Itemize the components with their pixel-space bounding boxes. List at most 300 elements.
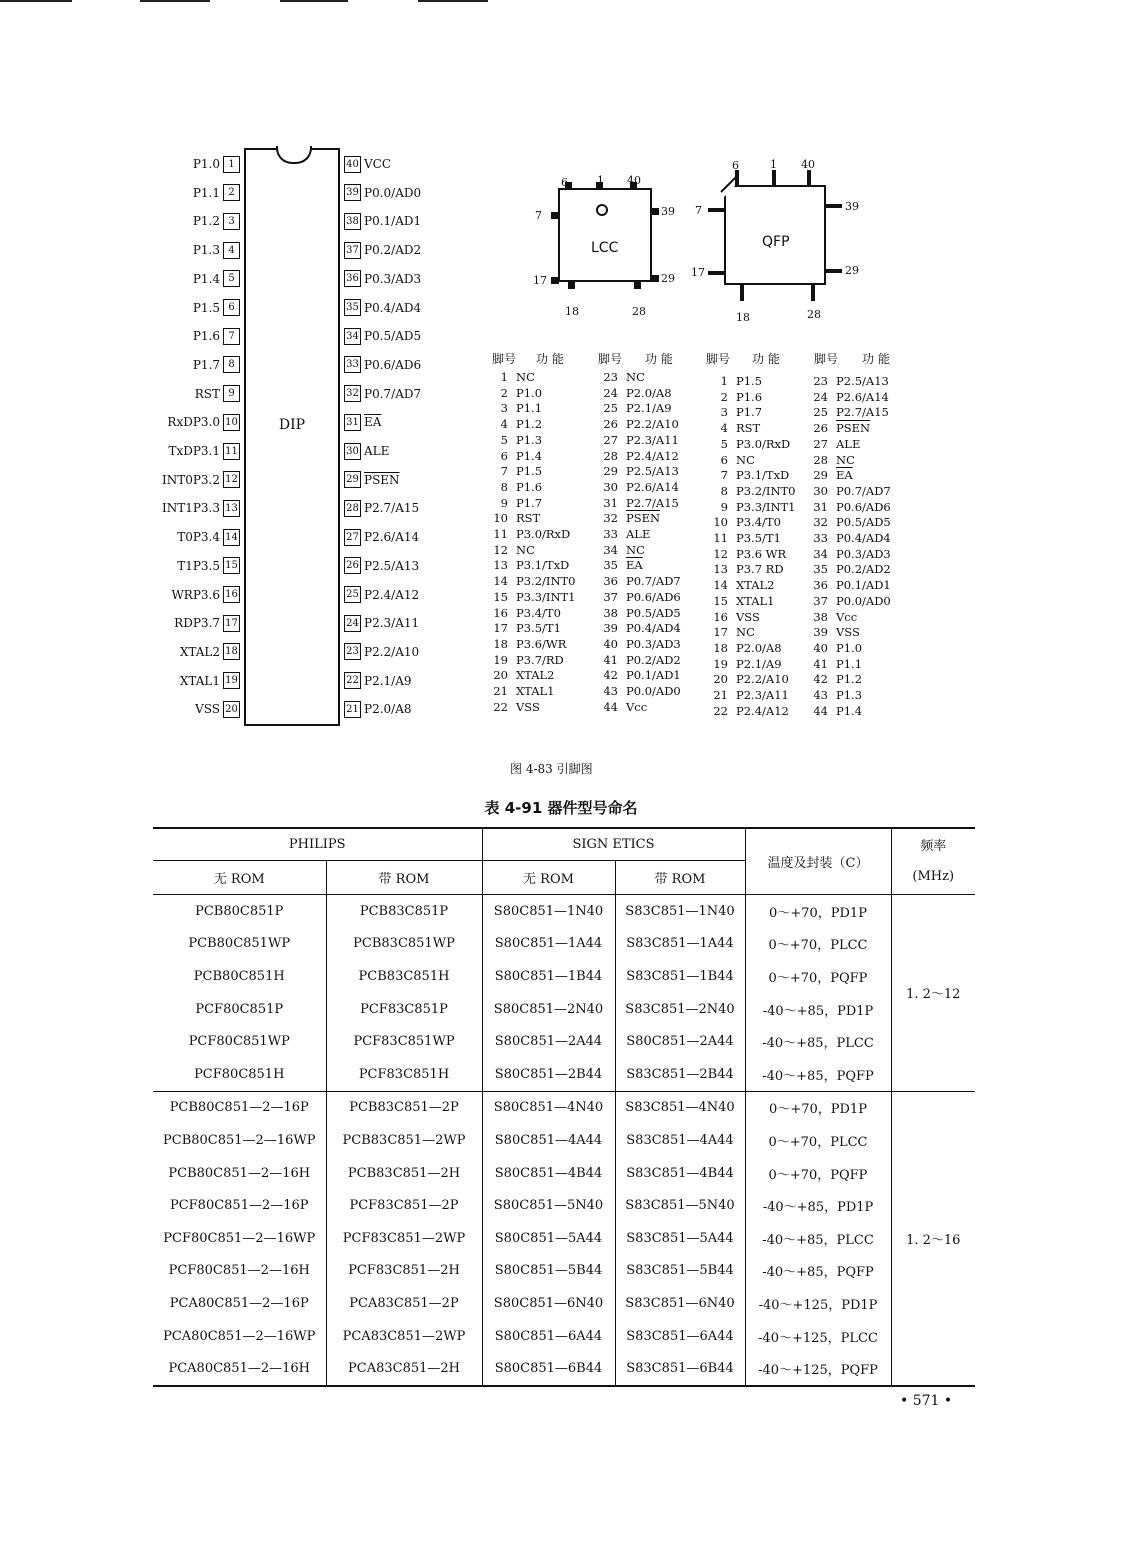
- function-row: [480, 370, 576, 386]
- function-pin-number: 27: [603, 432, 618, 447]
- function-row: [590, 637, 681, 653]
- table-cell: PCF80C851WP: [188, 1034, 290, 1050]
- table-cell: PCA83C851—2P: [326, 1287, 482, 1320]
- table-cell: S83C851—6A44: [615, 1320, 745, 1353]
- table-row: [153, 1025, 975, 1058]
- function-pin-number: 1: [500, 370, 508, 384]
- table-row: [153, 928, 975, 961]
- dip-pin-name: VSS: [195, 702, 220, 717]
- func-header-func-1: 功 能: [536, 352, 564, 366]
- function-row: [800, 641, 891, 657]
- function-name: P1.6: [736, 389, 763, 404]
- frequency-cell: 1. 2～16: [891, 1091, 975, 1386]
- function-pin-number: 24: [603, 385, 618, 400]
- function-name: P2.6/A14: [836, 389, 889, 404]
- table-cell: PCB80C851—2—16H: [168, 1165, 311, 1181]
- table-cell: S83C851—6N40: [615, 1287, 745, 1320]
- function-name: P1.2: [516, 417, 543, 432]
- qfp-pin-39: 39: [845, 200, 859, 213]
- dip-pin-number: 27: [344, 529, 361, 546]
- qfp-pin-7: 7: [695, 204, 702, 217]
- dip-pin-row: [112, 241, 240, 259]
- table-cell: -40～+85，PD1P: [745, 993, 891, 1026]
- function-name: P1.3: [836, 688, 863, 703]
- function-pin-number: 42: [603, 668, 618, 683]
- dip-pin-name: P0.6/AD6: [364, 357, 422, 372]
- table-cell: PCB80C851H: [193, 968, 285, 984]
- function-name: NC: [626, 542, 645, 557]
- dip-pin-name: INT0P3.2: [161, 472, 220, 487]
- table-cell: S83C851—2B44: [615, 1058, 745, 1091]
- dip-pin-row: [344, 614, 419, 632]
- header-signetics-no-rom: 无 ROM: [482, 861, 615, 895]
- dip-pin-name: ALE: [364, 444, 390, 458]
- table-cell: PCB80C851P: [195, 903, 284, 919]
- function-name: P1.3: [516, 432, 543, 447]
- dip-pin-number: 1: [223, 156, 240, 173]
- function-name: P0.0/AD0: [626, 684, 681, 699]
- function-row: [480, 653, 576, 669]
- function-pin-number: 40: [813, 640, 828, 655]
- function-name: P3.0/RxD: [516, 527, 571, 542]
- dip-pin-name: P2.6/A14: [364, 530, 420, 545]
- function-pin-number: 30: [603, 479, 618, 494]
- function-name: VSS: [836, 625, 860, 640]
- table-cell: PCB83C851P: [326, 895, 482, 928]
- dip-pin-row: [112, 499, 240, 517]
- qfp-lead: [740, 284, 744, 301]
- function-row: [700, 468, 796, 484]
- table-row: [153, 1157, 975, 1190]
- function-name: P2.4/A12: [626, 448, 679, 463]
- function-name: P3.5/T1: [516, 621, 561, 636]
- function-pin-number: 14: [713, 578, 728, 593]
- qfp-pin-40: 40: [801, 158, 815, 171]
- function-pin-number: 23: [603, 370, 618, 384]
- function-row: [480, 433, 576, 449]
- dip-pin-number: 4: [223, 242, 240, 259]
- function-pin-number: 26: [813, 421, 828, 436]
- dip-pin-name: INT1P3.3: [161, 501, 220, 516]
- function-name: RST: [516, 511, 541, 526]
- function-row: [480, 621, 576, 637]
- dip-pin-number: 17: [223, 615, 240, 632]
- function-name: P3.3/INT1: [736, 499, 796, 514]
- function-name: P3.6/WR: [516, 636, 567, 651]
- dip-pin-name: P2.1/A9: [364, 673, 412, 688]
- function-name: P0.7/AD7: [836, 483, 891, 498]
- dip-pin-name: P0.2/AD2: [364, 243, 422, 258]
- table-cell: PCA80C851—2—16WP: [163, 1328, 316, 1344]
- function-name: P0.2/AD2: [836, 562, 891, 577]
- function-pin-number: 32: [603, 511, 618, 526]
- dip-pin-row: [112, 557, 240, 575]
- function-row: [700, 578, 796, 594]
- function-name: P3.4/T0: [516, 605, 561, 620]
- function-pin-number: 28: [813, 452, 828, 467]
- table-cell: PCB83C851—2WP: [326, 1124, 482, 1157]
- dip-pin-name: P2.0/A8: [364, 702, 412, 717]
- qfp-lead: [825, 204, 842, 208]
- dip-pin-name: P1.6: [192, 329, 220, 344]
- dip-pin-name: P2.5/A13: [364, 558, 420, 573]
- function-name: P1.4: [836, 703, 863, 718]
- function-name: P2.6/A14: [626, 479, 679, 494]
- dip-pin-row: [112, 442, 240, 460]
- function-name: NC: [516, 542, 535, 557]
- function-row: [800, 421, 891, 437]
- lcc-pin-1: 1: [597, 174, 604, 187]
- dip-pin-row: [344, 442, 389, 460]
- table-cell: S80C851—4B44: [482, 1157, 615, 1190]
- function-pin-number: 5: [720, 436, 728, 451]
- func-header-pin-4: 脚号: [814, 352, 839, 366]
- header-temp-package: 温度及封装（C）: [745, 828, 891, 895]
- function-name: P2.3/A11: [626, 432, 679, 447]
- dip-pin-row: [344, 471, 400, 489]
- function-row: [590, 370, 681, 386]
- function-name: RST: [736, 421, 761, 436]
- table-cell: S83C851—2N40: [615, 993, 745, 1026]
- function-pin-number: 15: [713, 593, 728, 608]
- table-cell: PCF83C851—2WP: [326, 1222, 482, 1255]
- table-row: [153, 1124, 975, 1157]
- function-row: [800, 374, 891, 390]
- function-pin-number: 32: [813, 515, 828, 530]
- function-name: P0.5/AD5: [626, 605, 681, 620]
- function-pin-number: 44: [813, 703, 828, 718]
- function-row: [590, 527, 681, 543]
- table-cell: S83C851—5A44: [615, 1222, 745, 1255]
- lcc-pin-29: 29: [661, 272, 675, 285]
- dip-pin-name: XTAL2: [179, 644, 220, 659]
- dip-pin-number: 31: [344, 414, 361, 431]
- function-pin-number: 8: [720, 483, 728, 498]
- function-pin-number: 14: [493, 574, 508, 589]
- table-cell: PCA80C851—2—16P: [169, 1295, 309, 1311]
- function-name: P1.2: [836, 672, 863, 687]
- function-pin-number: 1: [720, 374, 728, 388]
- table-cell: PCF83C851—2P: [326, 1189, 482, 1222]
- dip-pin-row: [112, 672, 240, 690]
- lcc-pin-18: 18: [565, 305, 579, 318]
- function-name: XTAL1: [516, 684, 555, 699]
- dip-pin-row: [112, 299, 240, 317]
- dip-pin-row: [344, 643, 419, 661]
- function-row: [590, 480, 681, 496]
- function-pin-number: 8: [500, 479, 508, 494]
- function-row: [800, 625, 891, 641]
- dip-pin-row: [344, 184, 421, 202]
- function-pin-number: 7: [500, 464, 508, 479]
- function-pin-number: 11: [493, 527, 508, 542]
- function-name: P2.7/A15: [836, 405, 889, 420]
- dip-pin-name: P2.2/A10: [364, 644, 420, 659]
- qfp-label: QFP: [762, 234, 790, 250]
- function-name: NC: [836, 452, 855, 467]
- dip-pin-name: P1.0: [192, 157, 220, 171]
- function-row: [700, 515, 796, 531]
- lcc-pin-6: 6: [561, 176, 568, 189]
- dip-pin-row: [344, 327, 421, 345]
- function-pin-number: 26: [603, 417, 618, 432]
- table-row: [153, 895, 975, 928]
- dip-pin-name: P2.4/A12: [364, 587, 420, 602]
- function-row: [480, 558, 576, 574]
- dip-pin-number: 20: [223, 701, 240, 718]
- function-pin-number: 34: [603, 542, 618, 557]
- function-pin-number: 10: [493, 511, 508, 526]
- function-pin-number: 25: [603, 401, 618, 416]
- table-cell: S80C851—4N40: [482, 1091, 615, 1124]
- function-pin-number: 31: [813, 499, 828, 514]
- function-name: P1.6: [516, 479, 543, 494]
- dip-pin-row: [344, 155, 391, 173]
- function-row: [480, 496, 576, 512]
- function-pin-number: 35: [603, 558, 618, 573]
- qfp-lead: [825, 269, 842, 273]
- function-name: P3.7/RD: [516, 652, 564, 667]
- function-name: P2.3/A11: [736, 688, 789, 703]
- header-signetics-with-rom: 带 ROM: [615, 861, 745, 895]
- table-cell: S83C851—4N40: [615, 1091, 745, 1124]
- function-pin-number: 9: [500, 495, 508, 510]
- table-cell: S80C851—6N40: [482, 1287, 615, 1320]
- group-2-rows: [153, 1091, 975, 1386]
- lcc-package-diagram: [530, 160, 690, 320]
- lcc-label: LCC: [591, 240, 619, 256]
- function-name: P3.7 RD: [736, 562, 784, 577]
- dip-pin-number: 40: [344, 156, 361, 173]
- function-name: VSS: [736, 609, 760, 624]
- dip-pinout-diagram: [0, 0, 480, 760]
- lcc-pin-39: 39: [661, 205, 675, 218]
- function-row: [480, 386, 576, 402]
- dip-pin-number: 29: [344, 471, 361, 488]
- function-name: P3.2/INT0: [516, 574, 576, 589]
- dip-pin-name: P0.4/AD4: [364, 300, 422, 315]
- function-row: [700, 688, 796, 704]
- function-row: [590, 574, 681, 590]
- dip-pin-number: 7: [223, 328, 240, 345]
- dip-pin-row: [112, 212, 240, 230]
- dip-pin-name: P0.7/AD7: [364, 386, 422, 401]
- function-name: P2.0/A8: [626, 385, 672, 400]
- dip-pin-name: P0.5/AD5: [364, 329, 422, 344]
- function-name: P0.1/AD1: [626, 668, 681, 683]
- table-cell: PCA83C851—2H: [326, 1352, 482, 1386]
- function-row: [800, 547, 891, 563]
- function-pin-number: 7: [720, 468, 728, 483]
- function-pin-number: 2: [720, 389, 728, 404]
- table-cell: PCB83C851—2H: [326, 1157, 482, 1190]
- lcc-pin-17: 17: [533, 274, 547, 287]
- qfp-lead: [807, 170, 811, 186]
- function-pin-number: 34: [813, 546, 828, 561]
- header-freq-label: 频率: [920, 838, 947, 854]
- table-row: [153, 1189, 975, 1222]
- function-row: [590, 417, 681, 433]
- function-row: [590, 543, 681, 559]
- function-name: P3.0/RxD: [736, 436, 791, 451]
- lcc-lead: [568, 281, 575, 289]
- table-cell: S83C851—1A44: [615, 928, 745, 961]
- function-pin-number: 43: [813, 688, 828, 703]
- dip-pin-row: [112, 413, 240, 431]
- table-cell: S83C851—5N40: [615, 1189, 745, 1222]
- dip-pin-number: 11: [223, 443, 240, 460]
- function-name: P3.4/T0: [736, 515, 781, 530]
- function-row: [700, 672, 796, 688]
- function-pin-number: 41: [603, 652, 618, 667]
- function-row: [590, 401, 681, 417]
- header-philips-no-rom: 无 ROM: [153, 861, 326, 895]
- function-pin-number: 15: [493, 589, 508, 604]
- function-pin-number: 13: [713, 562, 728, 577]
- dip-pin-name: VCC: [364, 157, 392, 171]
- function-row: [800, 688, 891, 704]
- lcc-lead: [634, 281, 641, 289]
- dip-pin-row: [112, 700, 240, 718]
- function-name: P0.4/AD4: [626, 621, 681, 636]
- function-pin-number: 31: [603, 495, 618, 510]
- qfp-pin-1: 1: [770, 158, 777, 171]
- function-row: [700, 594, 796, 610]
- dip-pin-number: 21: [344, 701, 361, 718]
- table-row: [153, 1222, 975, 1255]
- function-name: NC: [516, 370, 535, 384]
- table-cell: -40～+85，PLCC: [745, 1025, 891, 1058]
- table-cell: -40～+125，PQFP: [745, 1352, 891, 1386]
- table-cell: S80C851—4A44: [482, 1124, 615, 1157]
- function-row: [700, 390, 796, 406]
- function-name: P2.5/A13: [626, 464, 679, 479]
- qfp-lead: [772, 170, 776, 186]
- function-pin-number: 17: [713, 625, 728, 640]
- dip-pin-name: RDP3.7: [174, 616, 220, 631]
- dip-pin-name: RxDP3.0: [167, 415, 220, 430]
- function-pin-number: 5: [500, 432, 508, 447]
- dip-pin-row: [344, 413, 381, 431]
- function-row: [480, 543, 576, 559]
- function-name: P2.7/A15: [626, 495, 679, 510]
- function-name: P3.1/TxD: [516, 558, 570, 573]
- function-pin-number: 25: [813, 405, 828, 420]
- function-pin-number: 9: [720, 499, 728, 514]
- function-row: [590, 433, 681, 449]
- table-cell: PCB80C851—2—16P: [153, 1091, 326, 1124]
- function-row: [800, 500, 891, 516]
- function-pin-number: 21: [713, 688, 728, 703]
- lcc-pin-28: 28: [632, 305, 646, 318]
- function-row: [800, 657, 891, 673]
- function-row: [590, 590, 681, 606]
- function-row: [800, 578, 891, 594]
- function-name: P0.4/AD4: [836, 531, 891, 546]
- dip-pin-row: [112, 471, 240, 489]
- table-row: [153, 1058, 975, 1091]
- group-1-rows: [153, 895, 975, 1092]
- function-name: P0.3/AD3: [836, 546, 891, 561]
- function-pin-number: 22: [493, 699, 508, 714]
- table-cell: -40～+85，PQFP: [745, 1255, 891, 1288]
- dip-pin-number: 22: [344, 672, 361, 689]
- function-pin-number: 36: [813, 578, 828, 593]
- qfp-lead: [735, 170, 739, 186]
- dip-pin-row: [112, 614, 240, 632]
- table-cell: 0～+70，PQFP: [745, 960, 891, 993]
- table-cell: S80C851—1A44: [482, 928, 615, 961]
- table-row: [153, 1287, 975, 1320]
- dip-pin-name: XTAL1: [179, 673, 220, 688]
- table-row: [153, 993, 975, 1026]
- table-cell: S83C851—1N40: [615, 895, 745, 928]
- function-row: [590, 496, 681, 512]
- function-pin-number: 12: [713, 546, 728, 561]
- function-name: P0.6/AD6: [626, 589, 681, 604]
- function-name: P2.1/A9: [736, 656, 782, 671]
- dip-pin-row: [344, 270, 421, 288]
- header-philips: PHILIPS: [153, 828, 482, 861]
- function-pin-number: 40: [603, 636, 618, 651]
- function-pin-number: 36: [603, 574, 618, 589]
- function-name: P1.1: [516, 401, 543, 416]
- function-row: [590, 700, 681, 716]
- function-name: P0.6/AD6: [836, 499, 891, 514]
- dip-pin-number: 23: [344, 643, 361, 660]
- dip-pin-number: 8: [223, 356, 240, 373]
- function-row: [590, 621, 681, 637]
- table-cell: S83C851—4B44: [615, 1157, 745, 1190]
- table-cell: 0～+70，PD1P: [745, 895, 891, 928]
- function-pin-number: 42: [813, 672, 828, 687]
- table-cell: -40～+85，PD1P: [745, 1189, 891, 1222]
- table-row: [153, 1255, 975, 1288]
- table-cell: 0～+70，PLCC: [745, 928, 891, 961]
- function-name: P1.5: [736, 374, 763, 388]
- frequency-cell: 1. 2～12: [891, 895, 975, 1092]
- function-pin-number: 41: [813, 656, 828, 671]
- dip-pin-row: [344, 212, 421, 230]
- function-name: P1.0: [516, 385, 543, 400]
- dip-pin-name: T1P3.5: [177, 558, 220, 573]
- function-row: [700, 421, 796, 437]
- function-name: VSS: [516, 699, 540, 714]
- dip-pin-row: [112, 528, 240, 546]
- function-row: [700, 547, 796, 563]
- function-row: [480, 511, 576, 527]
- function-name: NC: [626, 370, 645, 384]
- table-cell: S80C851—2N40: [482, 993, 615, 1026]
- dip-pin-name: P1.7: [192, 357, 220, 372]
- function-row: [590, 386, 681, 402]
- function-pin-number: 18: [713, 640, 728, 655]
- dip-pin-name: P2.7/A15: [364, 501, 420, 516]
- dip-pin-name: P0.1/AD1: [364, 214, 422, 229]
- func-header-func-2: 功 能: [645, 352, 673, 366]
- function-pin-number: 30: [813, 483, 828, 498]
- func-header-pin-3: 脚号: [706, 352, 731, 366]
- dip-pin-number: 36: [344, 270, 361, 287]
- function-row: [590, 464, 681, 480]
- lcc-function-column-1: [480, 370, 576, 715]
- function-name: ALE: [836, 436, 861, 451]
- function-pin-number: 23: [813, 374, 828, 388]
- dip-pin-name: P2.3/A11: [364, 616, 420, 631]
- function-name: P3.5/T1: [736, 531, 781, 546]
- table-cell: S83C851—5B44: [615, 1255, 745, 1288]
- dip-pin-number: 19: [223, 672, 240, 689]
